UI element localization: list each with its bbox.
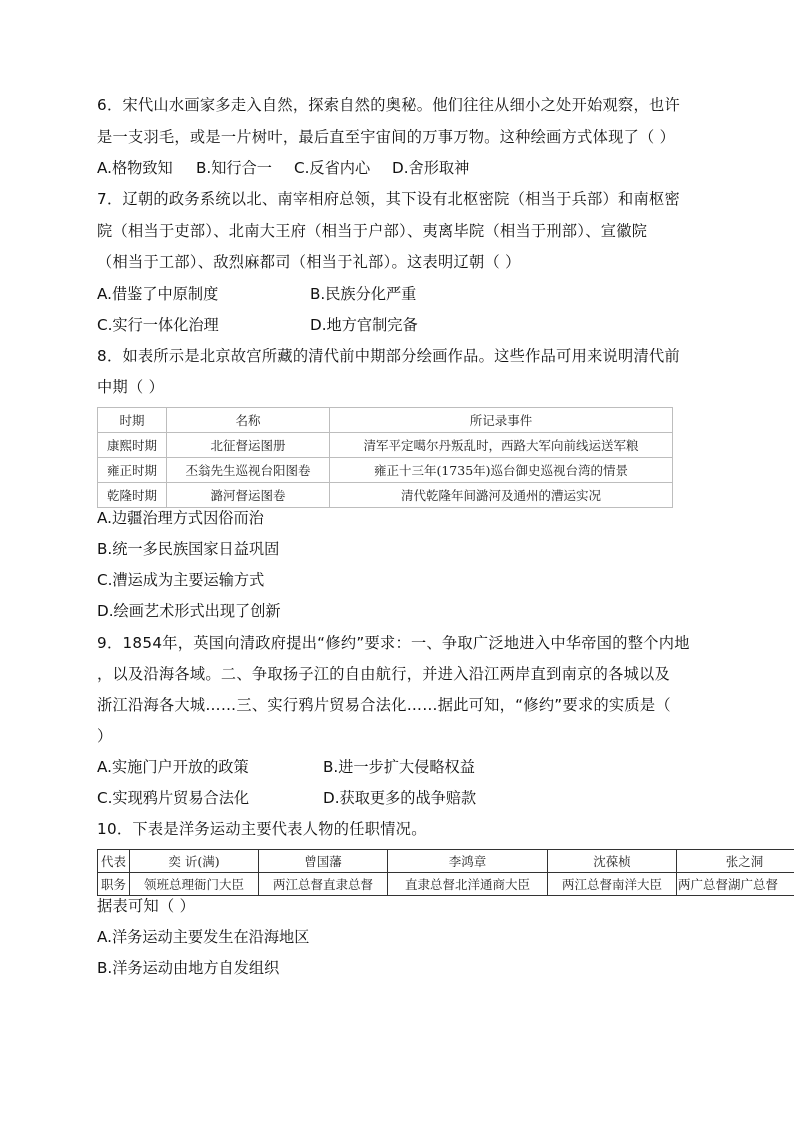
q7-option-c[interactable]: C.实行一体化治理 bbox=[97, 316, 219, 334]
q8-paintings-table bbox=[97, 407, 673, 508]
q6-stem-line-2: 是一支羽毛，或是一片树叶，最后直至宇宙间的万事万物。这种绘画方式体现了（ ） bbox=[97, 128, 676, 146]
table-cell: 清军平定噶尔丹叛乱时，西路大军向前线运送军粮 bbox=[330, 433, 673, 458]
q7-stem-line-1: 7．辽朝的政务系统以北、南宰相府总领，其下设有北枢密院（相当于兵部）和南枢密 bbox=[97, 190, 680, 208]
q9-option-c[interactable]: C.实现鸦片贸易合法化 bbox=[97, 789, 250, 807]
q9-option-b[interactable]: B.进一步扩大侵略权益 bbox=[323, 758, 475, 776]
q8-option-c[interactable]: C.漕运成为主要运输方式 bbox=[97, 571, 265, 589]
q6-option-a[interactable]: A.格物致知 bbox=[97, 159, 173, 177]
q10-option-a[interactable]: A.洋务运动主要发生在沿海地区 bbox=[97, 928, 310, 946]
table-cell: 职务 bbox=[98, 873, 130, 896]
table-cell: 两江总督南洋大臣 bbox=[548, 873, 677, 896]
q6-option-d[interactable]: D.舍形取神 bbox=[392, 159, 470, 177]
table-header-cell: 时期 bbox=[98, 408, 167, 433]
q9-stem-line-3: 浙江沿海各大城……三、实行鸦片贸易合法化……据此可知，“修约”要求的实质是（ bbox=[97, 696, 671, 714]
q8-option-a[interactable]: A.边疆治理方式因俗而治 bbox=[97, 509, 264, 527]
table-cell: 乾隆时期 bbox=[98, 483, 167, 508]
table-cell: 直隶总督北洋通商大臣 bbox=[388, 873, 548, 896]
table-cell: 两江总督直隶总督 bbox=[259, 873, 388, 896]
q7-option-d[interactable]: D.地方官制完备 bbox=[310, 316, 418, 334]
table-row bbox=[98, 483, 673, 508]
table-cell: 潞河督运图卷 bbox=[167, 483, 330, 508]
q10-stem-line-1: 10．下表是洋务运动主要代表人物的任职情况。 bbox=[97, 820, 427, 838]
table-row bbox=[98, 433, 673, 458]
q8-option-d[interactable]: D.绘画艺术形式出现了创新 bbox=[97, 602, 281, 620]
table-header-cell: 名称 bbox=[167, 408, 330, 433]
table-cell: 两广总督湖广总督 bbox=[677, 873, 794, 896]
table-cell: 奕 䜣(满) bbox=[130, 850, 259, 873]
table-cell: 李鸿章 bbox=[388, 850, 548, 873]
table-cell: 康熙时期 bbox=[98, 433, 167, 458]
q7-option-b[interactable]: B.民族分化严重 bbox=[310, 285, 417, 303]
table-header-cell: 所记录事件 bbox=[330, 408, 673, 433]
table-cell: 清代乾隆年间潞河及通州的漕运实况 bbox=[330, 483, 673, 508]
q7-stem-line-2: 院（相当于吏部）、北南大王府（相当于户部）、夷离毕院（相当于刑部）、宣徽院 bbox=[97, 222, 648, 240]
q6-option-c[interactable]: C.反省内心 bbox=[294, 159, 371, 177]
q7-option-a[interactable]: A.借鉴了中原制度 bbox=[97, 285, 219, 303]
q9-option-d[interactable]: D.获取更多的战争赔款 bbox=[323, 789, 477, 807]
q9-option-a[interactable]: A.实施门户开放的政策 bbox=[97, 758, 249, 776]
q8-stem-line-1: 8．如表所示是北京故宫所藏的清代前中期部分绘画作品。这些作品可用来说明清代前 bbox=[97, 347, 680, 365]
table-cell: 代表 bbox=[98, 850, 130, 873]
table-row bbox=[98, 850, 794, 873]
table-row bbox=[98, 458, 673, 483]
table-cell: 丕翁先生巡视台阳图卷 bbox=[167, 458, 330, 483]
table-cell: 张之洞 bbox=[677, 850, 794, 873]
table-header-row bbox=[98, 408, 673, 433]
q10-option-b[interactable]: B.洋务运动由地方自发组织 bbox=[97, 959, 280, 977]
q9-stem-line-2: ，以及沿海各域。二、争取扬子江的自由航行，并进入沿江两岸直到南京的各城以及 bbox=[97, 665, 671, 683]
q9-stem-line-4: ） bbox=[97, 727, 113, 745]
q8-option-b[interactable]: B.统一多民族国家日益巩固 bbox=[97, 540, 280, 558]
q10-stem-line-2: 据表可知（ ） bbox=[97, 897, 196, 915]
q10-officials-table bbox=[97, 849, 794, 896]
q6-option-b[interactable]: B.知行合一 bbox=[196, 159, 272, 177]
table-cell: 沈葆桢 bbox=[548, 850, 677, 873]
table-row bbox=[98, 873, 794, 896]
table-cell: 雍正十三年(1735年)巡台御史巡视台湾的情景 bbox=[330, 458, 673, 483]
table-cell: 领班总理衙门大臣 bbox=[130, 873, 259, 896]
table-cell: 雍正时期 bbox=[98, 458, 167, 483]
q7-stem-line-3: （相当于工部）、敌烈麻都司（相当于礼部）。这表明辽朝（ ） bbox=[97, 253, 521, 271]
table-cell: 曾国藩 bbox=[259, 850, 388, 873]
q6-stem-line-1: 6．宋代山水画家多走入自然，探索自然的奥秘。他们往往从细小之处开始观察，也许 bbox=[97, 96, 680, 114]
q9-stem-line-1: 9．1854年，英国向清政府提出“修约”要求：一、争取广泛地进入中华帝国的整个内地 bbox=[97, 634, 690, 652]
q8-stem-line-2: 中期（ ） bbox=[97, 378, 165, 396]
table-cell: 北征督运图册 bbox=[167, 433, 330, 458]
